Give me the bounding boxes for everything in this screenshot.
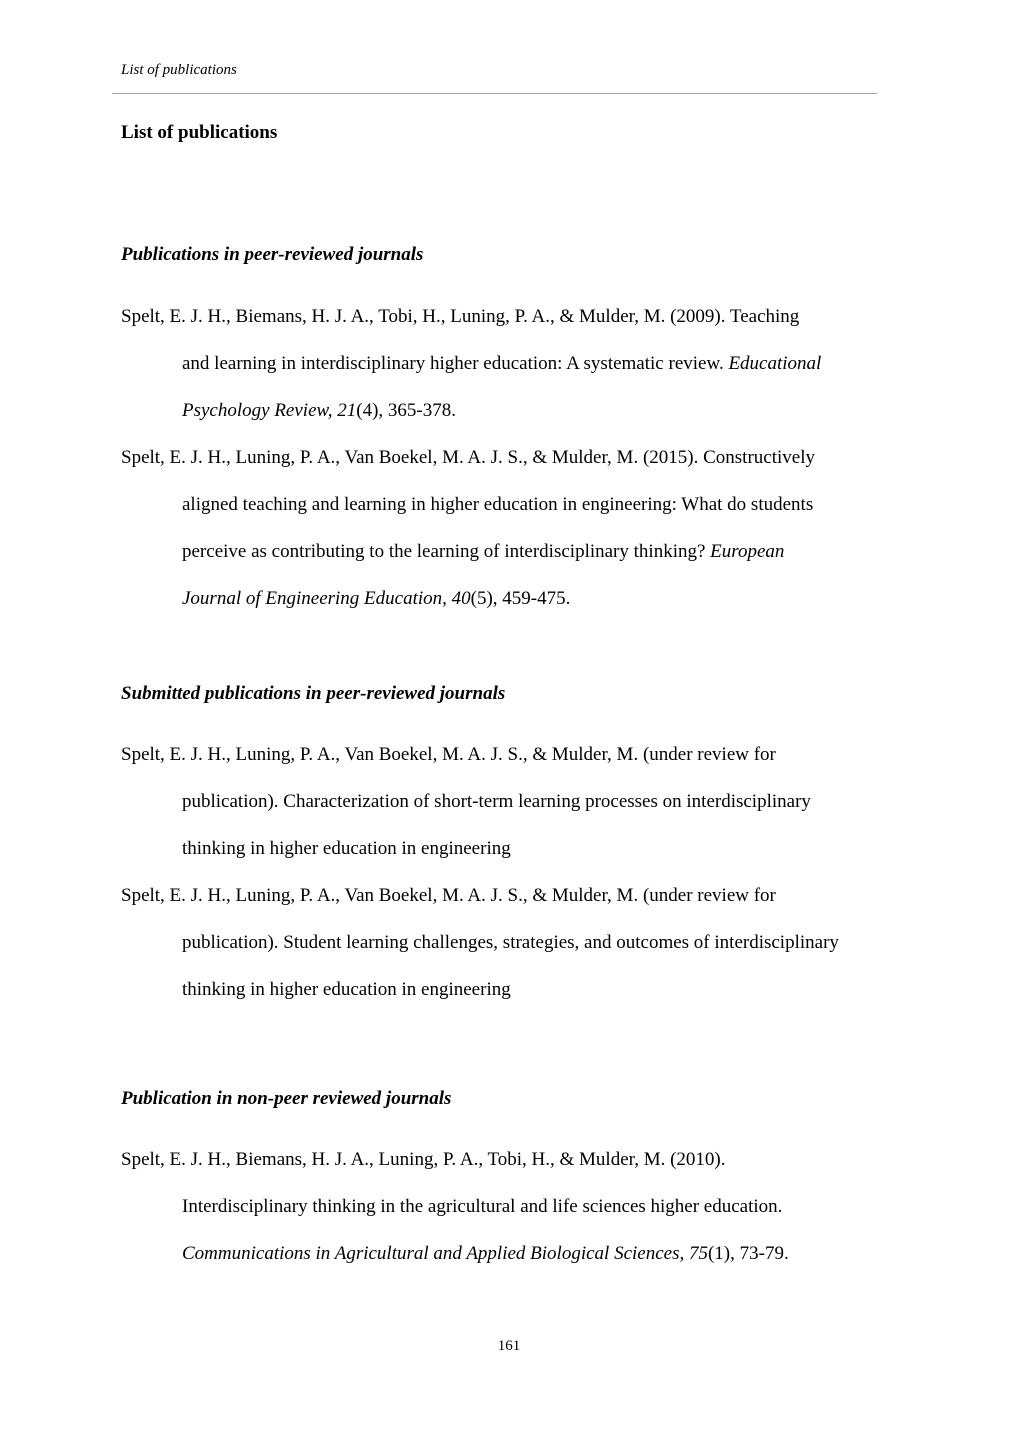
reference-item: [121, 731, 811, 872]
reference-item: [121, 293, 821, 434]
reference-line: Journal of Engineering Education, 40(5), 459-475.: [182, 588, 571, 609]
reference-line: Spelt, E. J. H., Luning, P. A., Van Boekel, M. A. J. S., & Mulder, M. (under review for: [121, 885, 776, 906]
reference-line: Spelt, E. J. H., Luning, P. A., Van Boekel, M. A. J. S., & Mulder, M. (2015). Constructively: [121, 447, 815, 468]
section-heading-submitted: Submitted publications in peer-reviewed journals: [121, 683, 506, 704]
reference-line: Interdisciplinary thinking in the agricultural and life sciences higher education.: [182, 1196, 783, 1217]
reference-line: perceive as contributing to the learning of interdisciplinary thinking? European: [182, 541, 785, 562]
section-heading-peer-reviewed: Publications in peer-reviewed journals: [121, 244, 424, 265]
running-header: List of publications: [121, 62, 237, 78]
reference-line: thinking in higher education in engineering: [182, 979, 511, 1000]
header-rule: [112, 93, 877, 94]
reference-line: publication). Characterization of short-term learning processes on interdisciplinary: [182, 791, 811, 812]
reference-line: and learning in interdisciplinary higher education: A systematic review. Educational: [182, 353, 822, 374]
reference-line: Psychology Review, 21(4), 365-378.: [182, 400, 457, 421]
page-title: List of publications: [121, 122, 278, 143]
reference-line: thinking in higher education in engineering: [182, 838, 511, 859]
reference-line: Spelt, E. J. H., Luning, P. A., Van Boekel, M. A. J. S., & Mulder, M. (under review for: [121, 744, 776, 765]
reference-line: Spelt, E. J. H., Biemans, H. J. A., Luning, P. A., Tobi, H., & Mulder, M. (2010).: [121, 1149, 726, 1170]
page-number: 161: [497, 1338, 521, 1354]
reference-line: publication). Student learning challenges, strategies, and outcomes of interdisciplinary: [182, 932, 839, 953]
reference-item: [121, 1136, 789, 1277]
reference-item: [121, 434, 815, 622]
reference-item: [121, 872, 839, 1013]
reference-line: aligned teaching and learning in higher education in engineering: What do students: [182, 494, 814, 515]
section-heading-non-peer-reviewed: Publication in non-peer reviewed journals: [121, 1088, 452, 1109]
reference-line: Communications in Agricultural and Applied Biological Sciences, 75(1), 73-79.: [182, 1243, 789, 1264]
reference-line: Spelt, E. J. H., Biemans, H. J. A., Tobi, H., Luning, P. A., & Mulder, M. (2009). Teaching: [121, 306, 800, 327]
